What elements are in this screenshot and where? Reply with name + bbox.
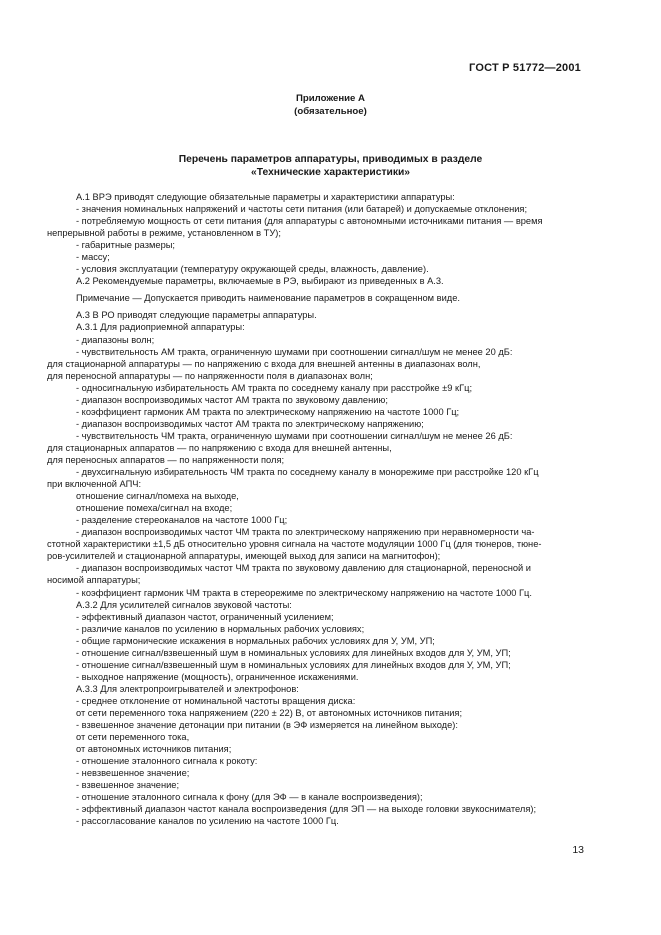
body-line: - эффективный диапазон частот, ограниченный усилением; bbox=[76, 611, 334, 622]
body-line: - отношение сигнал/взвешенный шум в номинальных условиях для линейных входов для У, УМ, УП; bbox=[76, 647, 511, 658]
body-line: - различие каналов по усилению в нормальных рабочих условиях; bbox=[76, 623, 365, 634]
body-line: ров-усилителей и стационарной аппаратуры, имеющей выход для записи на магнитофон); bbox=[47, 551, 441, 562]
body-line: - среднее отклонение от номинальной частоты вращения диска: bbox=[76, 695, 356, 706]
body-line: для стационарной аппаратуры — по напряжению с входа для внешней антенны в диапазонах волн, bbox=[47, 358, 481, 369]
body-line: от сети переменного тока, bbox=[76, 732, 190, 743]
body-line: - общие гармонические искажения в нормальных рабочих условиях для У, УМ, УП; bbox=[76, 635, 435, 646]
body-line: - потребляемую мощность от сети питания (для аппаратуры с автономными источниками питания — время bbox=[76, 216, 543, 227]
page-number: 13 bbox=[572, 844, 584, 856]
body-line: - выходное напряжение (мощность), ограниченное искажениями. bbox=[76, 671, 359, 682]
body-line: А.3 В РО приводят следующие параметры аппаратуры. bbox=[76, 310, 317, 321]
body-line: - диапазон воспроизводимых частот ЧМ тракта по электрическому напряжению при неравномерности ча- bbox=[76, 527, 535, 538]
body-line: - диапазоны волн; bbox=[76, 334, 155, 345]
body-line: носимой аппаратуры; bbox=[47, 575, 141, 586]
body-line: - отношение эталонного сигнала к рокоту: bbox=[76, 756, 258, 767]
body-line: - коэффициент гармоник ЧМ тракта в стереорежиме по электрическому напряжению на частоте 1000 Гц. bbox=[76, 587, 532, 598]
body-line: для стационарных аппаратов — по напряжению с входа для внешней антенны, bbox=[47, 442, 392, 453]
body-line: - невзвешенное значение; bbox=[76, 768, 190, 779]
body-line: - диапазон воспроизводимых частот АМ тракта по электрическому напряжению; bbox=[76, 418, 424, 429]
section-title-line1: Перечень параметров аппаратуры, приводимых в разделе bbox=[178, 154, 483, 165]
body-line: - массу; bbox=[76, 252, 110, 263]
body-line: непрерывной работы в режиме, установленном в ТУ); bbox=[47, 228, 281, 239]
standard-number: ГОСТ Р 51772—2001 bbox=[469, 62, 581, 74]
body-line: - взвешенное значение; bbox=[76, 780, 180, 791]
body-line: отношение помеха/сигнал на входе; bbox=[76, 503, 233, 514]
body-line: - отношение сигнал/взвешенный шум в номинальных условиях для линейных входов для У, УМ, УП; bbox=[76, 659, 511, 670]
body-line: - коэффициент гармоник АМ тракта по электрическому напряжению на частоте 1000 Гц; bbox=[76, 406, 460, 417]
section-title-line2: «Технические характеристики» bbox=[250, 167, 411, 178]
body-line: отношение сигнал/помеха на выходе, bbox=[76, 491, 239, 502]
body-line: - условия эксплуатации (температуру окружающей среды, влажность, давление). bbox=[76, 264, 429, 275]
body-line: от сети переменного тока напряжением (220 ± 22) В, от автономных источников питания; bbox=[76, 707, 463, 718]
body-line: от автономных источников питания; bbox=[76, 744, 232, 755]
body-line: - значения номинальных напряжений и частоты сети питания (или батарей) и допускаемые отклонения; bbox=[76, 204, 528, 215]
body-line: - диапазон воспроизводимых частот АМ тракта по звуковому давлению; bbox=[76, 394, 388, 405]
body-line: - односигнальную избирательность АМ тракта по соседнему каналу при расстройке ±9 кГц; bbox=[76, 382, 473, 393]
body-line: А.3.3 Для электропроигрывателей и электрофонов: bbox=[76, 683, 299, 694]
body-line: - эффективный диапазон частот канала воспроизведения (для ЭП — на выходе головки звукоснимателя); bbox=[76, 804, 537, 815]
body-line: - чувствительность ЧМ тракта, ограниченную шумами при соотношении сигнал/шум не менее 26 дБ: bbox=[76, 430, 513, 441]
body-line: стотной характеристики ±1,5 дБ относительно уровня сигнала на частоте модуляции 1000 Гц (для тюнеров, тюне- bbox=[47, 539, 542, 550]
body-line: - диапазон воспроизводимых частот ЧМ тракта по звуковому давлению для стационарной, переносной и bbox=[76, 563, 531, 574]
body-line: для переносной аппаратуры — по напряженности поля в диапазонах волн; bbox=[47, 370, 373, 381]
body-line: - габаритные размеры; bbox=[76, 240, 176, 251]
body-line: - взвешенное значение детонации при питании (в ЭФ измеряется на линейном выходе): bbox=[76, 720, 458, 731]
note-line: Примечание — Допускается приводить наименование параметров в сокращенном виде. bbox=[76, 293, 460, 304]
document-body bbox=[47, 191, 599, 827]
body-line: - чувствительность АМ тракта, ограниченную шумами при соотношении сигнал/шум не менее 20 дБ: bbox=[76, 346, 513, 357]
appendix-title: Приложение А bbox=[296, 93, 365, 104]
body-line: А.3.2 Для усилителей сигналов звуковой частоты: bbox=[76, 599, 292, 610]
body-line: для переносных аппаратов — по напряженности поля; bbox=[47, 454, 285, 465]
body-line: - отношение эталонного сигнала к фону (для ЭФ — в канале воспроизведения); bbox=[76, 792, 423, 803]
body-line: А.1 ВРЭ приводят следующие обязательные параметры и характеристики аппаратуры: bbox=[76, 192, 455, 202]
body-line: А.2 Рекомендуемые параметры, включаемые в РЭ, выбирают из приведенных в А.3. bbox=[76, 276, 444, 287]
appendix-status: (обязательное) bbox=[294, 106, 367, 117]
body-line: - разделение стереоканалов на частоте 1000 Гц; bbox=[76, 515, 288, 526]
body-line: - рассогласование каналов по усилению на частоте 1000 Гц. bbox=[76, 816, 339, 827]
body-line: А.3.1 Для радиоприемной аппаратуры: bbox=[76, 322, 245, 333]
body-line: при включенной АПЧ: bbox=[47, 479, 142, 490]
body-line: - двухсигнальную избирательность ЧМ тракта по соседнему каналу в монорежиме при расстройке 120 кГц bbox=[76, 467, 539, 478]
